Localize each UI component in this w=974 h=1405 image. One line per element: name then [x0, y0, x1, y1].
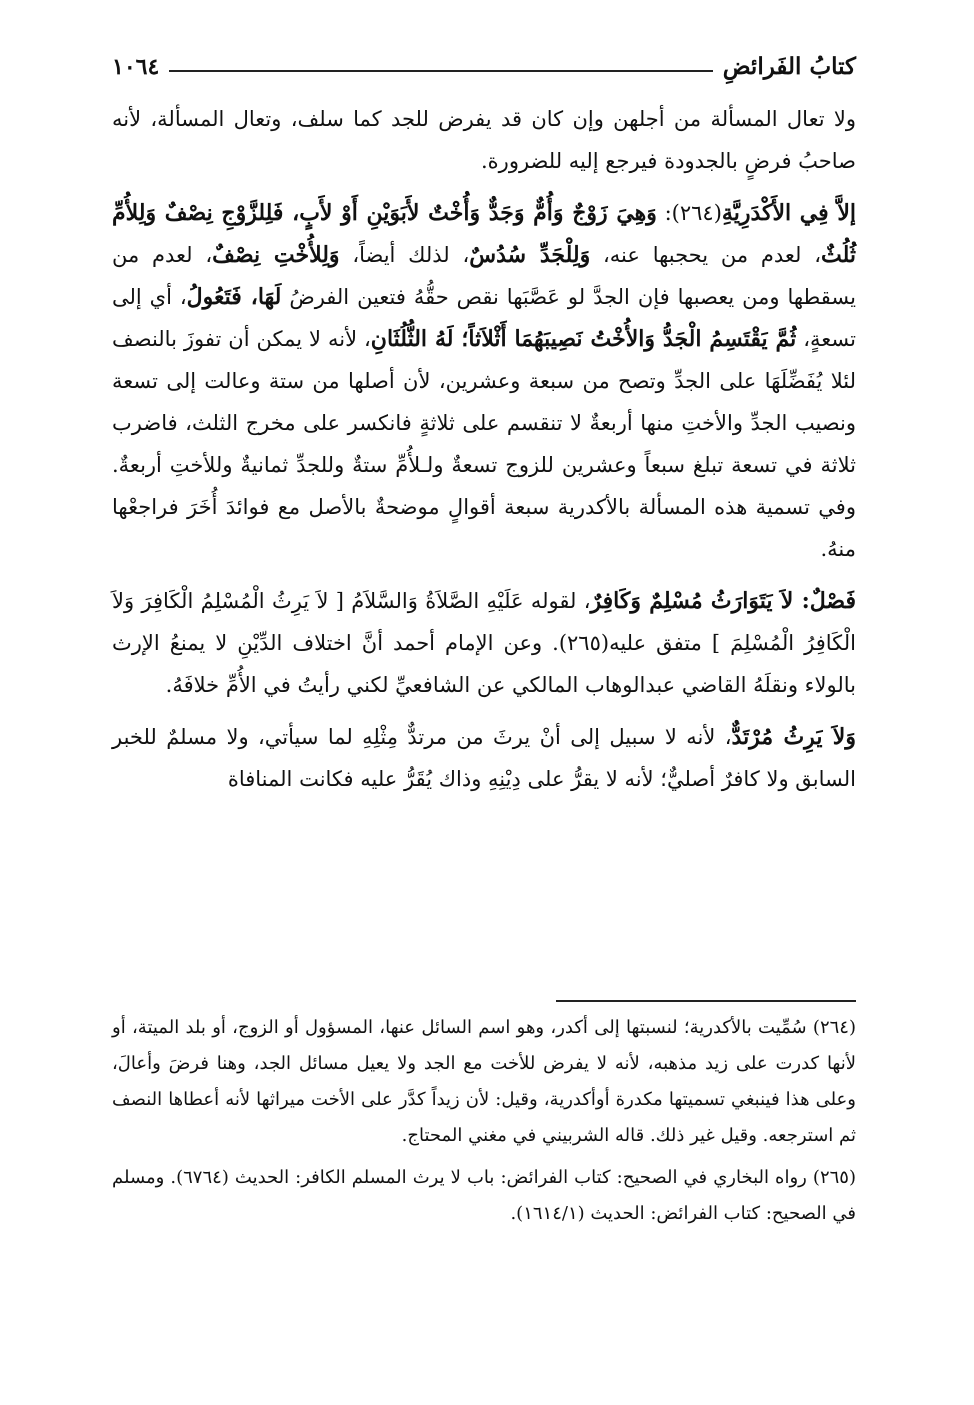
- sharh-text: ، لقوله عَلَيْهِ الصَّلاَةُ وَالسَّلاَمُ [ لاَ يَرِثُ الْمُسْلِمُ الْكَافِرَ وَلاَ الْكَافِرُ الْمُسْلِمَ ] متفق عليه(٢٦٥). وعن الإمام أحمد أنَّ اختلاف الدِّيْنِ لا يمنعُ الإرث بالولاء ونقلَهُ القاضي عبدالوهاب المالكي عن الشافعيِّ لكني رأيتُ في الأُمِّ خلافَهُ.: [112, 589, 856, 697]
- matn-text: وَهِيَ زَوْجٌ وَأُمٌّ وَجَدٌّ وَأُخْتٌ لأَبَوَيْنِ أَوْ لأَبٍ، فَلِلزَّوْجِ نِصْفٌ وَلِلأُمِّ ثُلُثٌ: [112, 200, 857, 268]
- matn-text: وَلاَ يَرِثُ مُرْتَدٌّ: [731, 724, 856, 750]
- matn-text: وَلِلْجَدِّ سُدُسٌ: [469, 242, 591, 268]
- page-number: ١٠٦٤: [112, 54, 160, 80]
- sharh-text: ، لعدم من يسقطها ومن يعصبها فإن الجدَّ لو عَصَّبَها نقص حقُّهُ فتعين الفرضُ: [112, 243, 856, 309]
- page-header: [112, 44, 856, 78]
- sharh-text: ولا تعال المسألة من أجلهن وإن كان قد يفرض للجد كما سلف، وتعال المسألة، لأنه صاحبُ فرضٍ بالجدودة فيرجع إليه للضرورة.: [112, 107, 856, 173]
- matn-text: وَلِلأُخْتِ نِصْفٌ: [212, 242, 340, 268]
- sharh-text: ، لذلك أيضاً،: [339, 243, 470, 267]
- matn-text: لَهَا، فَتَعُولُ: [186, 284, 282, 310]
- sharh-text: ، أي إلى تسعةٍ،: [112, 285, 856, 351]
- footnotes: [112, 1010, 856, 1238]
- sharh-text: ، لأنه لا يمكن أن تفوزَ بالنصف لئلا يُفَضِّلَهَا على الجدِّ وتصح من سبعة وعشرين، لأن أصلها من ستة وعالت إلى تسعة ونصيب الجدِّ والأختِ منها أربعةٌ لا تنقسم على ثلاثةٍ فانكسر على مخرج الثلث، فاضرب ثلاثة في تسعة تبلغ سبعاً وعشرين للزوج تسعةٌ ولـلأُمِّ ستةٌ وللجدِّ ثمانيةٌ وللأختِ أربعةٌ. وفي تسمية هذه المسألة بالأكدرية سبعة أقوالٍ موضحةٌ بالأصل مع فوائدَ أُخَرَ فراجعْها منهُ.: [112, 327, 856, 561]
- sharh-text: (٢٦٤):: [656, 201, 722, 225]
- matn-text: إلاَّ فِي الأَكْدَرِيَّةِ: [721, 200, 856, 226]
- header-rule: [169, 70, 712, 72]
- sharh-text: ، لأنه لا سبيل إلى أنْ يرثَ من مرتدٌّ مِثْلِهِ لما سيأتي، ولا مسلمٌ للخبر السابق ولا كافرٌ أصليٌّ؛ لأنه لا يقرُّ على دِيْنِهِ وذاك يُقَرُّ عليه فكانت المنافاة: [112, 725, 856, 791]
- main-text: [112, 98, 856, 810]
- matn-text: فَصْلٌ: لاَ يَتَوَارَثُ مُسْلِمٌ وَكَافِرٌ: [590, 588, 856, 614]
- paragraph: [112, 580, 856, 706]
- footnote-separator: [556, 1000, 856, 1002]
- footnote: (٢٦٥) رواه البخاري في الصحيح: كتاب الفرائض: باب لا يرث المسلم الكافر: الحديث (٦٧٦٤). ومسلم في الصحيح: كتاب الفرائض: الحديث (١٦١٤/١).: [112, 1167, 857, 1224]
- footnote: (٢٦٤) سُمِّيت بالأكدرية؛ لنسبتها إلى أكدر، وهو اسم السائل عنها، المسؤول أو الزوج، أو بلد الميتة، أو لأنها كدرت على زيد مذهبه، لأنه لا يفرض للأخت مع الجد ولا يعيل مسائل الجد، وهنا فرضَ وأعالَ، وعلى هذا فينبغي تسميتها مكدرة أوأكدرية، وقيل: لأن زيداً كدَّر على الأخت ميراثها لأنه أعطاها النصف ثم استرجعه. وقيل غير ذلك. قاله الشربيني في مغني المحتاج.: [112, 1017, 856, 1146]
- paragraph: [112, 716, 856, 800]
- matn-text: ثُمَّ يَقْتَسِمُ الْجَدُّ وَالأُخْتُ نَصِيبَهُمَا أَثْلاَثاً؛ لَهُ الثُّلُثَانِ: [370, 326, 797, 352]
- running-title: كتابُ الفَرائضِ: [722, 53, 856, 80]
- paragraph: [112, 98, 856, 182]
- paragraph: [112, 192, 856, 570]
- sharh-text: ، لعدم من يحجبها عنه،: [590, 243, 821, 267]
